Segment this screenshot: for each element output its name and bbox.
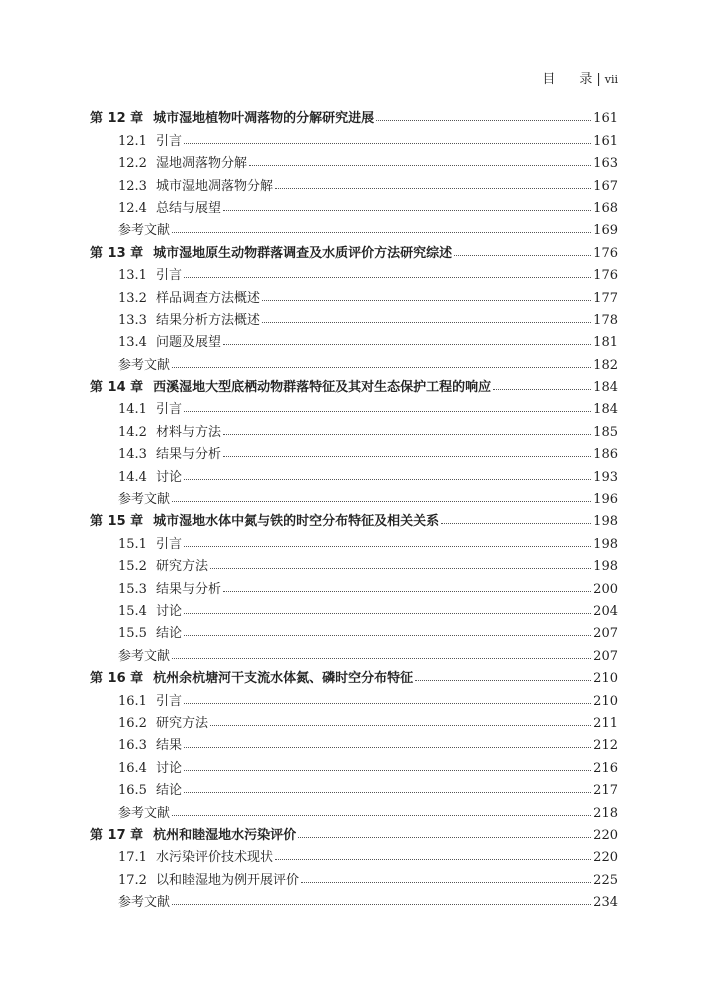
page-number: 161 (593, 111, 618, 127)
toc-section-entry[interactable] (90, 865, 618, 887)
page-number: 210 (593, 671, 618, 687)
dot-leader (184, 613, 591, 614)
toc-entry-label (90, 242, 452, 261)
entry-title: 结论 (156, 626, 183, 642)
dot-leader (223, 456, 591, 457)
toc-section-entry[interactable] (90, 171, 618, 193)
toc-section-entry[interactable] (90, 843, 618, 865)
toc-entry-label (90, 846, 273, 865)
toc-entry-label (90, 219, 170, 238)
chapter-number: 第 16 章 (90, 671, 144, 687)
entry-title: 总结与展望 (156, 200, 222, 216)
page-number: 167 (593, 178, 618, 194)
entry-title: 结果与分析 (156, 447, 222, 463)
page-number: 204 (593, 603, 618, 619)
dot-leader (298, 837, 591, 838)
dot-leader (275, 188, 591, 189)
dot-leader (172, 904, 591, 905)
dot-leader (184, 546, 591, 547)
header-title-left: 目 (542, 72, 556, 87)
section-number: 13.4 (118, 335, 147, 351)
entry-title: 湿地凋落物分解 (156, 156, 248, 172)
header-title-right: 录 (579, 72, 593, 87)
dot-leader (184, 770, 591, 771)
dot-leader (249, 165, 591, 166)
toc-entry-label (90, 667, 413, 686)
page-number: 198 (593, 559, 618, 575)
toc-entry-label (90, 331, 221, 350)
toc-section-entry[interactable] (90, 597, 618, 619)
section-number: 16.2 (118, 715, 147, 731)
dot-leader (262, 322, 591, 323)
section-number: 15.1 (118, 536, 147, 552)
page-number: 176 (593, 245, 618, 261)
dot-leader (223, 210, 591, 211)
section-number: 13.2 (118, 290, 147, 306)
section-number: 14.1 (118, 402, 147, 418)
toc-references-entry[interactable] (90, 798, 618, 820)
page-number: 212 (593, 738, 618, 754)
chapter-number: 第 14 章 (90, 380, 144, 396)
toc-section-entry[interactable] (90, 686, 618, 708)
toc-section-entry[interactable] (90, 776, 618, 798)
page-number: 218 (593, 805, 618, 821)
entry-title: 以和睦湿地为例开展评价 (156, 872, 300, 888)
dot-leader (184, 479, 591, 480)
toc-entry-label (90, 309, 260, 328)
dot-leader (210, 725, 591, 726)
page-number: 196 (593, 492, 618, 508)
page-number: 186 (593, 447, 618, 463)
page-number: 176 (593, 268, 618, 284)
page-number: 207 (593, 626, 618, 642)
section-number: 16.1 (118, 693, 147, 709)
entry-title: 参考文献 (118, 357, 171, 373)
toc-chapter-entry[interactable] (90, 507, 618, 529)
section-number: 15.3 (118, 581, 147, 597)
section-number: 14.3 (118, 447, 147, 463)
toc-section-entry[interactable] (90, 306, 618, 328)
toc-section-entry[interactable] (90, 529, 618, 551)
toc-entry-label (90, 869, 299, 888)
section-number: 14.2 (118, 424, 147, 440)
running-header (542, 68, 618, 87)
toc-entry-label (90, 600, 182, 619)
dot-leader (184, 277, 591, 278)
toc-entry-label (90, 555, 208, 574)
toc-entry-label (90, 891, 170, 910)
dot-leader (301, 882, 591, 883)
toc-entry-label (90, 488, 170, 507)
entry-title: 研究方法 (156, 715, 209, 731)
section-number: 16.5 (118, 783, 147, 799)
toc-section-entry[interactable] (90, 283, 618, 305)
section-number: 16.4 (118, 760, 147, 776)
toc-entry-label (90, 466, 182, 485)
page-number: 198 (593, 536, 618, 552)
toc-section-entry[interactable] (90, 395, 618, 417)
entry-title: 样品调查方法概述 (156, 290, 261, 306)
entry-title: 材料与方法 (156, 424, 222, 440)
toc-entry-label (90, 443, 221, 462)
header-page-number: vii (604, 73, 618, 86)
toc-entry-label (90, 824, 296, 843)
dot-leader (441, 523, 591, 524)
page-number: 207 (593, 648, 618, 664)
section-number: 14.4 (118, 469, 147, 485)
dot-leader (184, 635, 591, 636)
toc-entry-label (90, 802, 170, 821)
toc-section-entry[interactable] (90, 261, 618, 283)
toc-section-entry[interactable] (90, 194, 618, 216)
page-number: 220 (593, 850, 618, 866)
toc-entry-label (90, 287, 260, 306)
section-number: 15.5 (118, 626, 147, 642)
entry-title: 城市湿地植物叶凋落物的分解研究进展 (153, 111, 375, 127)
toc-entry-label (90, 533, 182, 552)
section-number: 17.1 (118, 850, 147, 866)
header-separator: | (596, 72, 601, 87)
dot-leader (223, 344, 591, 345)
chapter-number: 第 13 章 (90, 245, 144, 261)
entry-title: 城市湿地水体中氮与铁的时空分布特征及相关关系 (153, 514, 440, 530)
entry-title: 研究方法 (156, 559, 209, 575)
toc-entry-label (90, 175, 273, 194)
toc-section-entry[interactable] (90, 440, 618, 462)
entry-title: 讨论 (156, 603, 183, 619)
entry-title: 引言 (156, 693, 183, 709)
entry-title: 参考文献 (118, 648, 171, 664)
section-number: 13.1 (118, 268, 147, 284)
dot-leader (172, 815, 591, 816)
dot-leader (376, 120, 591, 121)
toc-section-entry[interactable] (90, 462, 618, 484)
toc-section-entry[interactable] (90, 417, 618, 439)
page-number: 169 (593, 223, 618, 239)
toc-entry-label (90, 622, 182, 641)
entry-title: 引言 (156, 402, 183, 418)
toc-section-entry[interactable] (90, 619, 618, 641)
page-number: 177 (593, 290, 618, 306)
toc-section-entry[interactable] (90, 328, 618, 350)
page-number: 200 (593, 581, 618, 597)
page-number: 216 (593, 760, 618, 776)
entry-title: 城市湿地原生动物群落调查及水质评价方法研究综述 (153, 245, 453, 261)
toc-section-entry[interactable] (90, 574, 618, 596)
entry-title: 参考文献 (118, 805, 171, 821)
page-number: 163 (593, 156, 618, 172)
entry-title: 引言 (156, 268, 183, 284)
toc-section-entry[interactable] (90, 731, 618, 753)
entry-title: 讨论 (156, 760, 183, 776)
page-number: 193 (593, 469, 618, 485)
table-of-contents (90, 104, 618, 910)
dot-leader (223, 591, 591, 592)
entry-title: 问题及展望 (156, 335, 222, 351)
toc-references-entry[interactable] (90, 216, 618, 238)
dot-leader (210, 568, 591, 569)
toc-section-entry[interactable] (90, 753, 618, 775)
toc-entry-label (90, 734, 182, 753)
toc-entry-label (90, 398, 182, 417)
dot-leader (184, 792, 591, 793)
section-number: 12.4 (118, 200, 147, 216)
section-number: 13.3 (118, 312, 147, 328)
toc-entry-label (90, 757, 182, 776)
toc-references-entry[interactable] (90, 641, 618, 663)
dot-leader (172, 367, 591, 368)
dot-leader (184, 703, 591, 704)
section-number: 16.3 (118, 738, 147, 754)
toc-chapter-entry[interactable] (90, 821, 618, 843)
toc-entry-label (90, 107, 374, 126)
toc-entry-label (90, 152, 247, 171)
page-number: 184 (593, 402, 618, 418)
page-number: 161 (593, 133, 618, 149)
entry-title: 城市湿地凋落物分解 (156, 178, 274, 194)
toc-entry-label (90, 779, 182, 798)
chapter-number: 第 15 章 (90, 514, 144, 530)
toc-chapter-entry[interactable] (90, 104, 618, 126)
toc-entry-label (90, 712, 208, 731)
dot-leader (172, 658, 591, 659)
toc-references-entry[interactable] (90, 485, 618, 507)
entry-title: 西溪湿地大型底栖动物群落特征及其对生态保护工程的响应 (153, 380, 492, 396)
section-number: 15.4 (118, 603, 147, 619)
toc-entry-label (90, 690, 182, 709)
toc-entry-label (90, 130, 182, 149)
toc-entry-label (90, 510, 439, 529)
entry-title: 引言 (156, 536, 183, 552)
toc-chapter-entry[interactable] (90, 238, 618, 260)
section-number: 12.3 (118, 178, 147, 194)
entry-title: 参考文献 (118, 492, 171, 508)
page-number: 181 (593, 335, 618, 351)
dot-leader (275, 859, 591, 860)
dot-leader (184, 143, 591, 144)
toc-entry-label (90, 197, 221, 216)
page-number: 211 (593, 715, 618, 731)
dot-leader (184, 747, 591, 748)
page-number: 198 (593, 514, 618, 530)
entry-title: 结果 (156, 738, 183, 754)
dot-leader (184, 411, 591, 412)
page-number: 225 (593, 872, 618, 888)
entry-title: 引言 (156, 133, 183, 149)
toc-section-entry[interactable] (90, 709, 618, 731)
page-number: 168 (593, 200, 618, 216)
toc-section-entry[interactable] (90, 126, 618, 148)
page-number: 184 (593, 380, 618, 396)
entry-title: 结果分析方法概述 (156, 312, 261, 328)
entry-title: 参考文献 (118, 895, 171, 911)
page-number: 210 (593, 693, 618, 709)
chapter-number: 第 12 章 (90, 111, 144, 127)
page-number: 234 (593, 895, 618, 911)
dot-leader (493, 389, 591, 390)
page-number: 217 (593, 783, 618, 799)
toc-section-entry[interactable] (90, 552, 618, 574)
toc-chapter-entry[interactable] (90, 664, 618, 686)
section-number: 12.1 (118, 133, 147, 149)
toc-references-entry[interactable] (90, 888, 618, 910)
chapter-number: 第 17 章 (90, 827, 144, 843)
toc-references-entry[interactable] (90, 350, 618, 372)
page-number: 185 (593, 424, 618, 440)
page-number: 220 (593, 827, 618, 843)
section-number: 15.2 (118, 559, 147, 575)
entry-title: 杭州余杭塘河干支流水体氮、磷时空分布特征 (153, 671, 414, 687)
section-number: 12.2 (118, 156, 147, 172)
toc-entry-label (90, 264, 182, 283)
dot-leader (172, 501, 591, 502)
dot-leader (415, 680, 591, 681)
entry-title: 参考文献 (118, 223, 171, 239)
entry-title: 讨论 (156, 469, 183, 485)
toc-section-entry[interactable] (90, 149, 618, 171)
entry-title: 结论 (156, 783, 183, 799)
page-number: 182 (593, 357, 618, 373)
dot-leader (262, 300, 591, 301)
entry-title: 水污染评价技术现状 (156, 850, 274, 866)
toc-entry-label (90, 578, 221, 597)
dot-leader (172, 232, 591, 233)
toc-entry-label (90, 376, 491, 395)
dot-leader (223, 434, 591, 435)
section-number: 17.2 (118, 872, 147, 888)
dot-leader (454, 255, 591, 256)
toc-entry-label (90, 354, 170, 373)
entry-title: 杭州和睦湿地水污染评价 (153, 827, 297, 843)
entry-title: 结果与分析 (156, 581, 222, 597)
toc-chapter-entry[interactable] (90, 373, 618, 395)
toc-entry-label (90, 421, 221, 440)
toc-entry-label (90, 645, 170, 664)
page-number: 178 (593, 312, 618, 328)
